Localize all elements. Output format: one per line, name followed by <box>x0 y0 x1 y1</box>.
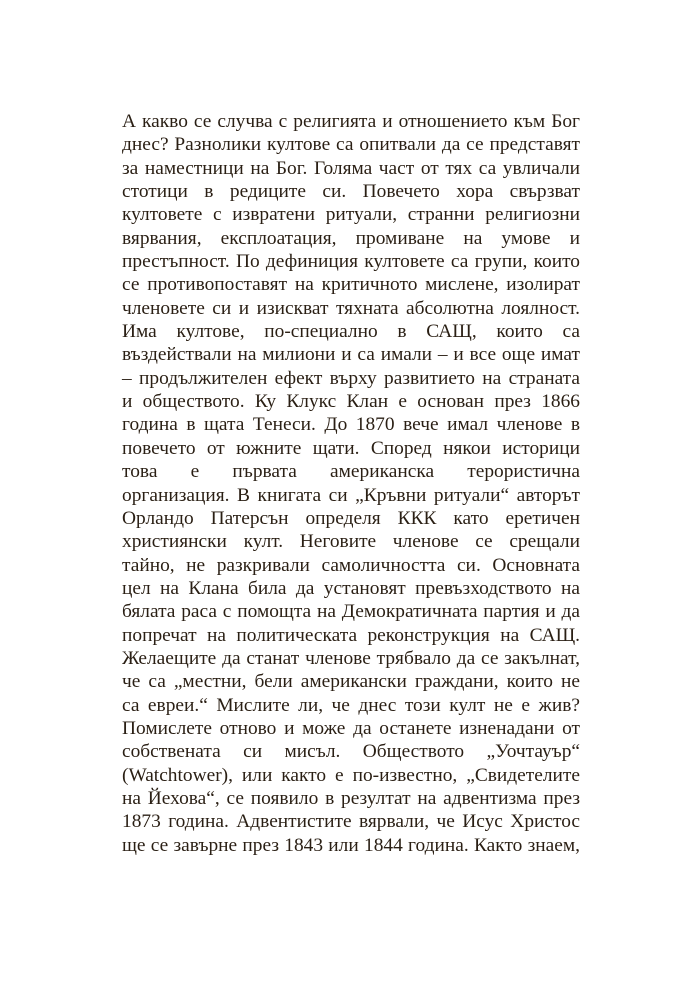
text-line: днес? Разнолики култове са опитвали да се представят <box>122 134 580 156</box>
text-line: стотици в редиците си. Повечето хора свързват <box>122 181 580 203</box>
text-line: въздействали на милиони и са имали – и все още имат <box>122 344 580 366</box>
text-line: че са „местни, бели американски граждани, които не <box>122 671 580 693</box>
text-line: престъпност. По дефиниция култовете са групи, които <box>122 251 580 273</box>
text-line: вярвания, експлоатация, промиване на умове и <box>122 227 580 249</box>
text-line: попречат на политическата реконструкция на САЩ. <box>122 624 580 646</box>
text-line: цел на Клана била да установят превъзходството на <box>122 577 580 599</box>
text-line: се противопоставят на критичното мислене, изолират <box>122 274 580 296</box>
text-line: Помислете отново и може да останете изненадани от <box>122 717 580 739</box>
text-line: повечето от южните щати. Според някои историци <box>122 437 580 459</box>
text-line: Желаещите да станат членове трябвало да се закълнат, <box>122 647 580 669</box>
body-text <box>122 110 580 857</box>
text-line: организация. В книгата си „Кръвни ритуали“ авторът <box>122 484 580 506</box>
text-line: – продължителен ефект върху развитието на страната <box>122 367 580 389</box>
text-line: това е първата американска терористична <box>122 461 580 483</box>
text-line: бялата раса с помощта на Демократичната партия и да <box>122 601 580 623</box>
text-line: (Watchtower), или както е по-известно, „Свидетелите <box>122 764 580 786</box>
text-line: за наместници на Бог. Голяма част от тях са увличали <box>122 157 580 179</box>
text-line: година в щата Тенеси. До 1870 вече имал членове в <box>122 414 580 436</box>
text-line: ще се завърне през 1843 или 1844 година. Както знаем, <box>122 834 580 856</box>
text-line: култовете с извратени ритуали, странни религиозни <box>122 204 580 226</box>
text-line: 1873 година. Адвентистите вярвали, че Исус Христос <box>122 811 580 833</box>
text-line: собствената си мисъл. Обществото „Уочтауър“ <box>122 741 580 763</box>
text-line: Има култове, по-специално в САЩ, които са <box>122 321 580 343</box>
text-line: членовете си и изискват тяхната абсолютна лоялност. <box>122 297 580 319</box>
text-line: на Йехова“, се появило в резултат на адвентизма през <box>122 787 580 809</box>
text-line: А какво се случва с религията и отношението към Бог <box>122 111 580 132</box>
text-line: Орландо Патерсън определя ККК като еретичен <box>122 507 580 529</box>
text-line: тайно, не разкривали самоличността си. Основната <box>122 554 580 576</box>
text-line: са евреи.“ Мислите ли, че днес този култ не е жив? <box>122 694 580 716</box>
text-line: християнски култ. Неговите членове се срещали <box>122 531 580 553</box>
text-line: и обществото. Ку Клукс Клан е основан през 1866 <box>122 391 580 413</box>
